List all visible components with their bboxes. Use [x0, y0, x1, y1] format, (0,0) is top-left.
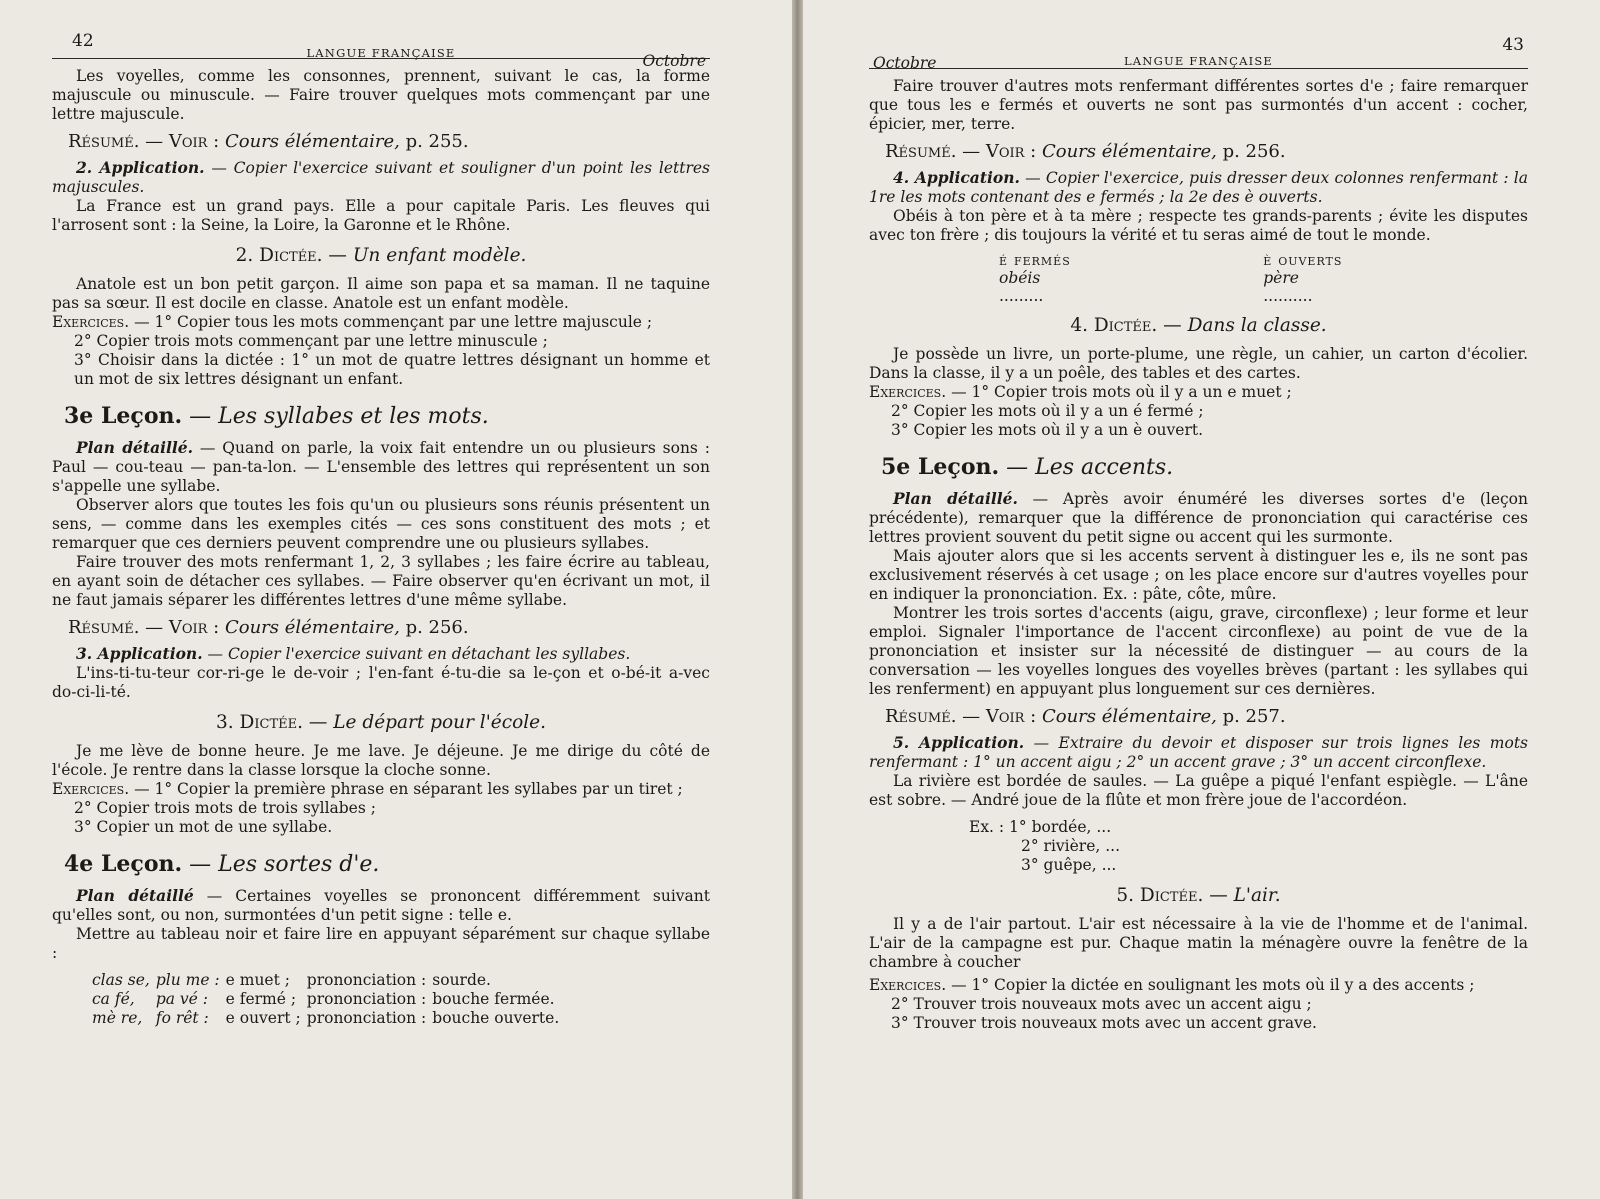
- page-header: [869, 35, 1528, 72]
- left-page: [0, 0, 792, 1199]
- plan-paragraph: Plan détaillé. — Quand on parle, la voix fait entendre un ou plusieurs sons : Paul — cou-teau — pan-ta-lon. — L'ensemble des lettres qui représentent un son s'appelle une syllabe.: [52, 438, 710, 495]
- right-page: [803, 0, 1600, 1199]
- list-item: Ex. : 1° bordée, ...: [969, 818, 1112, 836]
- plan-paragraph: Mettre au tableau noir et faire lire en appuyant séparément sur chaque syllabe :: [52, 925, 710, 962]
- application-heading: 3. Application. — Copier l'exercice suivant en détachant les syllabes.: [76, 644, 631, 663]
- dictee-heading: 2. Dictée. — Un enfant modèle.: [235, 245, 527, 266]
- dictee-text: Anatole est un bon petit garçon. Il aime son papa et sa maman. Il ne taquine pas sa sœur. Il est docile en classe. Anatole est un enfant modèle.: [52, 275, 710, 312]
- exercise-line: Exercices. — 1° Copier trois mots où il y a un e muet ;: [869, 383, 1292, 401]
- page-header: [52, 28, 710, 70]
- table-row: mè re, fo rêt : e ouvert ; prononciation : bouche ouverte.: [92, 1009, 560, 1027]
- plan-paragraph: Observer alors que toutes les fois qu'un ou plusieurs sons réunis présentent un sens, — comme dans les exemples cités — ces sons constituent des mots ; et remarquer que ces derniers peuvent comprendre une ou plusieurs syllabes.: [52, 496, 710, 552]
- page-number: 43: [1502, 35, 1524, 55]
- exercise-line: 2° Copier trois mots commençant par une lettre minuscule ;: [74, 332, 548, 350]
- running-title: LANGUE FRANÇAISE: [1123, 54, 1274, 68]
- plan-paragraph: Mais ajouter alors que si les accents servent à distinguer les e, ils ne sont pas exclusivement réservés à cet usage ; on les place encore sur d'autres voyelles pour en indiquer la prononciation. Ex. : pâte, côte, mûre.: [869, 547, 1528, 603]
- lesson-heading: 3e Leçon. — Les syllabes et les mots.: [64, 403, 489, 429]
- application-heading: 2. Application. — Copier l'exercice suivant et souligner d'un point les lettres majuscules.: [52, 158, 710, 196]
- exercise-line: Exercices. — 1° Copier la dictée en soulignant les mots où il y a des accents ;: [869, 976, 1475, 994]
- book-gutter: [792, 0, 803, 1199]
- resume-line: Résumé. — Voir : Cours élémentaire, p. 255.: [68, 131, 469, 152]
- table-row: ......... ..........: [999, 287, 1313, 305]
- plan-paragraph: Plan détaillé — Certaines voyelles se prononcent différemment suivant qu'elles sont, ou non, surmontées d'un petit signe : telle e.: [52, 886, 710, 924]
- dictee-text: Je possède un livre, un porte-plume, une règle, un cahier, un carton d'écolier. Dans la classe, il y a un poêle, des tables et des cartes.: [869, 345, 1528, 382]
- resume-line: Résumé. — Voir : Cours élémentaire, p. 257.: [885, 706, 1286, 727]
- month-label: Octobre: [873, 54, 937, 72]
- intro-paragraph: Les voyelles, comme les consonnes, prennent, suivant le cas, la forme majuscule ou minuscule. — Faire trouver quelques mots commençant par une lettre majuscule.: [52, 67, 710, 123]
- exercise-line: 3° Choisir dans la dictée : 1° un mot de quatre lettres désignant un homme et un mot de six lettres désignant un enfant.: [74, 351, 710, 388]
- running-title: LANGUE FRANÇAISE: [306, 46, 456, 60]
- e-sorts-table: [92, 971, 565, 1028]
- page-number: 42: [72, 31, 94, 51]
- exercise-line: 3° Trouver trois nouveaux mots avec un accent grave.: [891, 1014, 1317, 1032]
- month-label: Octobre: [642, 52, 706, 70]
- table-row: ca fé, pa vé : e fermé ; prononciation : bouche fermée.: [92, 990, 555, 1008]
- plan-paragraph: Plan détaillé. — Après avoir énuméré les diverses sortes d'e (leçon précédente), remarquer que la différence de prononciation qui caractérise ces lettres provient souvent du petit signe ou accent qui les surmonte.: [869, 489, 1529, 546]
- dictee-heading: 5. Dictée. — L'air.: [1116, 885, 1281, 906]
- list-item: 2° rivière, ...: [1021, 837, 1121, 855]
- application-text: L'ins-ti-tu-teur cor-ri-ge le de-voir ; l'en-fant é-tu-die sa le-çon et o-bé-it a-vec do-ci-li-té.: [52, 664, 710, 701]
- exercise-line: 3° Copier un mot de une syllabe.: [74, 818, 333, 836]
- dictee-heading: 4. Dictée. — Dans la classe.: [1070, 315, 1327, 336]
- exercise-line: Exercices. — 1° Copier la première phrase en séparant les syllabes par un tiret ;: [52, 780, 683, 798]
- exercise-line: 3° Copier les mots où il y a un è ouvert.: [891, 421, 1204, 439]
- exercise-line: 2° Trouver trois nouveaux mots avec un accent aigu ;: [891, 995, 1312, 1013]
- table-row: obéis père: [999, 269, 1299, 287]
- table-row: é fermés è ouverts: [999, 251, 1343, 269]
- exercise-line: 2° Copier les mots où il y a un é fermé ;: [891, 402, 1204, 420]
- table-row: clas se, plu me : e muet ; prononciation : sourde.: [92, 971, 491, 989]
- plan-paragraph: Montrer les trois sortes d'accents (aigu, grave, circonflexe) ; leur forme et leur emploi. Signaler l'importance de l'accent circonflexe) au point de vue de la prononciation et insister sur la nécessité de distinguer — au cours de la conversation — les voyelles longues des voyelles brèves (partant : les syllabes qui les renferment) en appuyant plus longuement sur ces dernières.: [869, 604, 1528, 698]
- example-list: [969, 818, 1528, 875]
- dictee-text: Je me lève de bonne heure. Je me lave. Je déjeune. Je me dirige du côté de l'école. Je rentre dans la classe lorsque la cloche sonne.: [52, 742, 710, 779]
- application-heading: 4. Application. — Copier l'exercice, puis dresser deux colonnes renfermant : la 1re les mots contenant des e fermés ; la 2e des è ouverts.: [869, 168, 1528, 206]
- application-text: La rivière est bordée de saules. — La guêpe a piqué l'enfant espiègle. — L'âne est sobre. — André joue de la flûte et mon frère joue de l'accordéon.: [869, 772, 1528, 809]
- application-heading: 5. Application. — Extraire du devoir et disposer sur trois lignes les mots renfermant : 1° un accent aigu ; 2° un accent grave ; 3° un accent circonflexe.: [869, 733, 1528, 771]
- dictee-heading: 3. Dictée. — Le départ pour l'école.: [216, 712, 546, 733]
- intro-paragraph: Faire trouver d'autres mots renfermant différentes sortes d'e ; faire remarquer que tous les e fermés et ouverts ne sont pas surmontés d'un accent : cocher, épicier, mer, terre.: [869, 77, 1528, 133]
- list-item: 3° guêpe, ...: [1021, 856, 1117, 874]
- plan-paragraph: Faire trouver des mots renfermant 1, 2, 3 syllabes ; les faire écrire au tableau, en ayant soin de détacher ces syllabes. — Faire observer qu'en écrivant un mot, il ne faut jamais séparer les différentes lettres d'une même syllabe.: [52, 553, 710, 609]
- exercise-line: Exercices. — 1° Copier tous les mots commençant par une lettre majuscule ;: [52, 313, 653, 331]
- dictee-text: Il y a de l'air partout. L'air est nécessaire à la vie de l'homme et de l'animal. L'air de la campagne est pur. Chaque matin la ménagère ouvre la fenêtre de la chambre à coucher: [869, 915, 1528, 971]
- application-text: Obéis à ton père et à ta mère ; respecte tes grands-parents ; évite les disputes avec ton frère ; dis toujours la vérité et tu seras aimé de tout le monde.: [869, 207, 1528, 244]
- lesson-heading: 4e Leçon. — Les sortes d'e.: [64, 851, 380, 877]
- lesson-heading: 5e Leçon. — Les accents.: [881, 454, 1174, 480]
- resume-line: Résumé. — Voir : Cours élémentaire, p. 256.: [68, 617, 469, 638]
- two-columns-table: [999, 251, 1528, 305]
- exercise-line: 2° Copier trois mots de trois syllabes ;: [74, 799, 376, 817]
- application-text: La France est un grand pays. Elle a pour capitale Paris. Les fleuves qui l'arrosent sont : la Seine, la Loire, la Garonne et le Rhône.: [52, 197, 710, 234]
- resume-line: Résumé. — Voir : Cours élémentaire, p. 256.: [885, 141, 1286, 162]
